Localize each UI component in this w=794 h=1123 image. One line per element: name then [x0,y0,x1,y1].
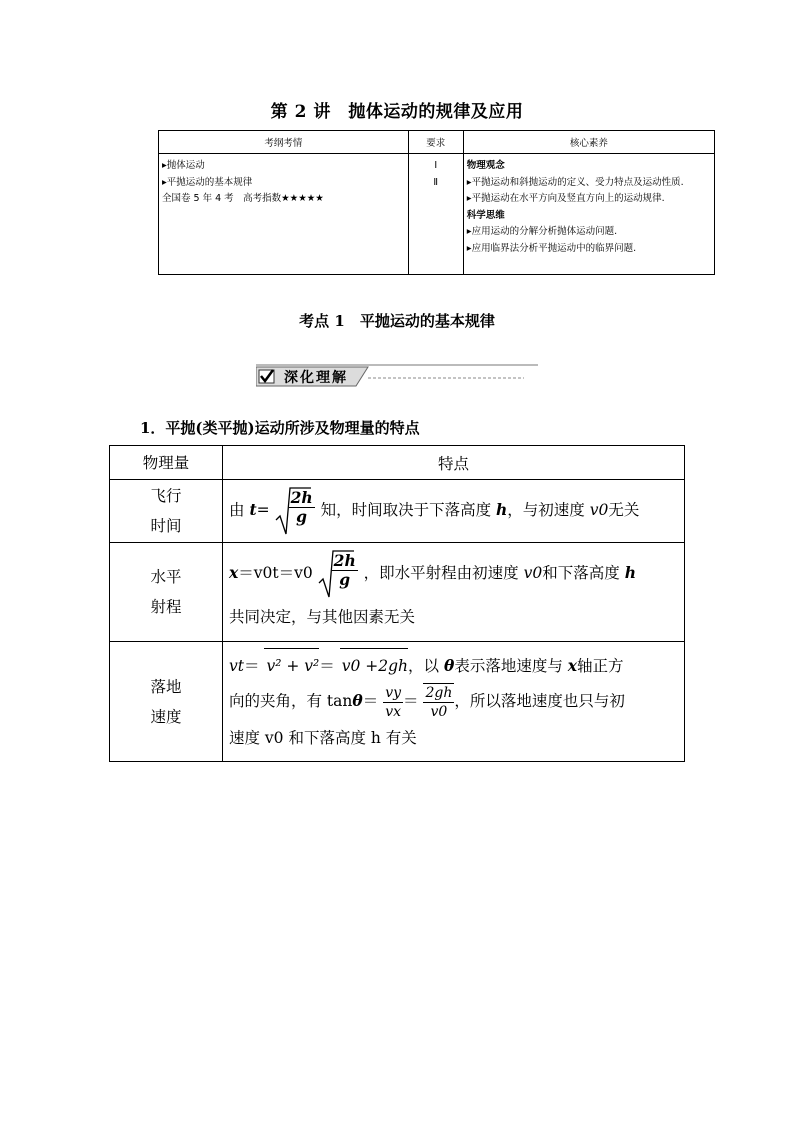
syllabus-header-requirement: 要求 [408,131,463,154]
text: ，以 [408,657,440,675]
topic-item: ▸抛体运动 [162,160,205,171]
text: ＝ [362,692,379,710]
var-theta: θ [443,656,455,675]
header-quantity: 物理量 [110,446,223,480]
quantity-table [109,445,685,762]
var-v0: v0 [523,564,543,582]
row-name-line: 射程 [150,598,182,616]
sqrt-v0-2gh: v0 +2gh [340,648,408,683]
table-row [110,543,685,642]
numerator: 2h [290,488,313,507]
text: ，所以落地速度也只与初 [454,692,625,710]
level-item: Ⅱ [433,176,439,188]
var-theta: θ [352,691,363,710]
core-item: ▸应用运动的分解分析抛体运动问题. [466,226,618,237]
topic-item: ▸平抛运动的基本规律 [162,176,253,188]
var-v0: v0 [589,501,609,519]
syllabus-table [158,130,715,275]
physics-concept-heading: 物理观念 [466,160,505,171]
numerator: 2gh [425,685,453,701]
level-item: Ⅰ [434,160,438,171]
sqrt-sum-squares: v² + v² [264,648,319,683]
section-heading: 1．平抛(类平抛)运动所涉及物理量的特点 [140,419,420,437]
core-item: ▸平抛运动和斜抛运动的定义、受力特点及运动性质. [466,176,684,188]
row-name-line: 时间 [150,517,182,535]
scientific-thinking-heading: 科学思维 [466,209,505,221]
text: 轴正方 [577,657,624,675]
var-vt: vt [229,657,244,675]
badge-label: 深化理解 [284,370,348,386]
numerator: vy [385,684,402,701]
lecture-title: 第 2 讲 抛体运动的规律及应用 [270,102,524,122]
var-x: x [567,656,578,675]
text: 速度 v0 和下落高度 h 有关 [229,729,417,747]
syllabus-core-cell [463,154,714,275]
text: ＝ [244,657,260,675]
text: 无关 [608,501,640,519]
text: 由 [229,501,245,519]
numerator: 2h [333,551,356,570]
row-name-line: 速度 [150,707,182,726]
section-badge [256,364,540,394]
text: ＝v0t＝v0 [238,564,313,582]
denominator: g [339,570,351,589]
fraction [289,489,315,526]
table-row [110,642,685,762]
row-name-line: 落地 [150,677,182,696]
denominator: v0 [430,704,448,720]
header-feature: 特点 [223,446,685,480]
text: = [256,501,270,519]
fraction [332,552,358,589]
row-name-line: 水平 [150,568,182,586]
row-feature-cell [223,543,685,642]
fraction-sqrt2gh-v0 [423,683,454,721]
var-x: x [229,563,239,582]
text: 向的夹角，有 tan [229,692,353,710]
row-feature-cell [223,642,685,762]
row-name-cell [110,543,223,642]
kaodian-title: 考点 1 平抛运动的基本规律 [299,312,495,330]
syllabus-levels-cell [408,154,463,275]
text: 知，时间取决于下落高度 [320,501,492,519]
row-feature-cell [223,480,685,543]
core-item: ▸应用临界法分析平抛运动中的临界问题. [466,242,637,254]
core-item: ▸平抛运动在水平方向及竖直方向上的运动规律. [466,193,665,204]
row-name-cell [110,480,223,543]
text: ，与初速度 [507,501,585,519]
fraction-vy-vx [383,684,403,721]
text: ＝ [319,657,335,675]
text: 共同决定，与其他因素无关 [229,608,416,626]
table-row [110,480,685,543]
denominator: g [296,507,308,526]
row-name-line: 飞行 [150,487,182,505]
var-h: h [624,563,636,582]
text: 和下落高度 [542,564,620,582]
denominator: vx [385,703,401,720]
text: ＝ [403,692,419,710]
syllabus-topics-cell [159,154,409,275]
syllabus-header-exam: 考纲考情 [159,131,409,154]
sqrt-expression [318,549,364,599]
var-t: t [249,500,257,519]
exam-stats: 全国卷 5 年 4 考 高考指数★★★★★ [162,193,324,204]
var-h: h [496,500,508,519]
syllabus-header-core: 核心素养 [463,131,714,154]
text: 表示落地速度与 [454,657,563,675]
sqrt-expression [275,486,321,536]
text: ，即水平射程由初速度 [363,564,519,582]
row-name-cell [110,642,223,762]
